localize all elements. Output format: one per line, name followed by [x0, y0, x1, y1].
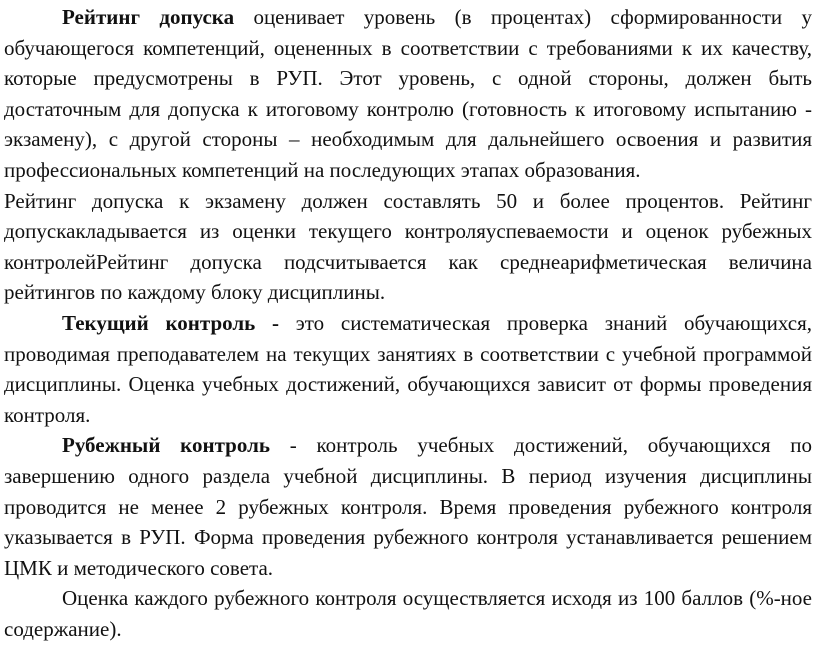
paragraph-text: Оценка каждого рубежного контроля осуществляется исходя из 100 баллов (%-ное содержание).	[4, 586, 812, 641]
paragraph-milestone-control	[4, 430, 812, 583]
paragraph-rating-admission	[4, 2, 812, 186]
paragraph-rating-exam	[4, 186, 812, 308]
paragraph-current-control	[4, 308, 812, 430]
paragraph-milestone-scoring	[4, 583, 812, 644]
paragraph-text: это систематическая проверка знаний обучающихся, проводимая преподавателем на текущих занятиях в соответствии с учебной программой дисциплины. Оценка учебных достижений, обучающихся зависит от формы проведения контроля.	[4, 310, 812, 427]
term-current-control: Текущий контроль -	[62, 310, 279, 335]
term-milestone-control: Рубежный контроль	[62, 433, 270, 458]
term-rating-admission: Рейтинг допуска	[62, 5, 235, 29]
paragraph-text: Рейтинг допуска к экзамену должен составлять 50 и более процентов. Рейтинг допускакладывается из оценки текущего контроляуспеваемости и оценок рубежных контролейРейтинг допуска подсчитывается как среднеарифметическая величина рейтингов по каждому блоку дисциплины.	[4, 188, 812, 305]
paragraph-text: - контроль учебных достижений, обучающихся по завершению одного раздела учебной дисциплины. В период изучения дисциплины проводится не менее 2 рубежных контроля. Время проведения рубежного контроля указывается в РУП. Форма проведения рубежного контроля устанавливается решением ЦМК и методического совета.	[4, 433, 812, 580]
paragraph-text: оценивает уровень (в процентах) сформированности у обучающегося компетенций, оцененных в соответствии с требованиями к их качеству, которые предусмотрены в РУП. Этот уровень, с одной стороны, должен быть достаточным для допуска к итоговому контролю (готовность к итоговому испытанию - экзамену), с другой стороны – необходимым для дальнейшего освоения и развития профессиональных компетенций на последующих этапах образования.	[4, 5, 813, 182]
